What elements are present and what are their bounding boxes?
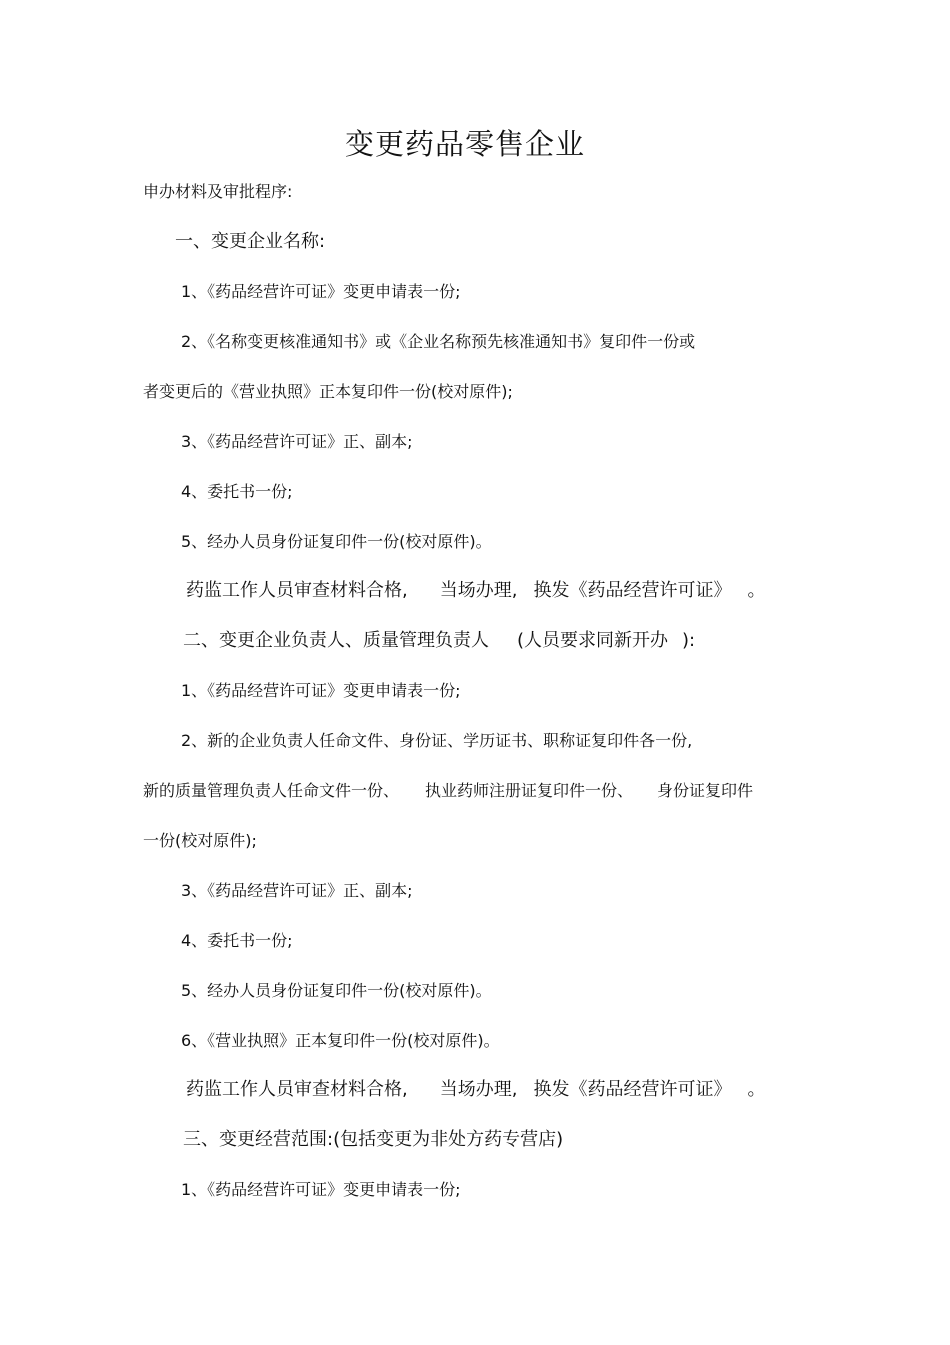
approval-text-a: 药监工作人员审查材料合格, <box>186 580 408 601</box>
section3-heading: 三、变更经营范围:(包括变更为非处方药专营店) <box>183 1129 564 1150</box>
section1-item-2-cont: 者变更后的《营业执照》正本复印件一份(校对原件); <box>143 382 513 401</box>
section1-item-3: 3、《药品经营许可证》正、副本; <box>181 432 413 451</box>
approval2-text-b: 当场办理, <box>439 1079 518 1100</box>
section2-item-2: 2、新的企业负责人任命文件、身份证、学历证书、职称证复印件各一份, <box>181 731 693 750</box>
section2-item-2-cont2: 一份(校对原件); <box>143 831 257 850</box>
approval-text-b: 当场办理, <box>439 580 518 601</box>
section2-wrap-a: 新的质量管理负责人任命文件一份、 <box>143 781 400 800</box>
approval2-text-d: 。 <box>747 1079 766 1100</box>
section2-item-2-cont <box>143 779 753 803</box>
approval2-text-c: 换发《药品经营许可证》 <box>533 1079 732 1100</box>
section1-approval <box>186 578 765 604</box>
section1-item-1: 1、《药品经营许可证》变更申请表一份; <box>181 282 461 301</box>
section3-item-1: 1、《药品经营许可证》变更申请表一份; <box>181 1180 461 1199</box>
approval-text-d: 。 <box>747 580 766 601</box>
section2-item-4: 4、委托书一份; <box>181 931 293 950</box>
section2-heading-c: ): <box>682 630 696 651</box>
section2-heading-b: (人员要求同新开办 <box>517 630 669 651</box>
section2-item-5: 5、经办人员身份证复印件一份(校对原件)。 <box>181 981 492 1000</box>
section2-wrap-b: 执业药师注册证复印件一份、 <box>425 781 634 800</box>
section2-approval <box>186 1077 765 1103</box>
section1-heading: 一、变更企业名称: <box>175 231 326 252</box>
section2-item-1: 1、《药品经营许可证》变更申请表一份; <box>181 681 461 700</box>
section1-item-5: 5、经办人员身份证复印件一份(校对原件)。 <box>181 532 492 551</box>
section2-heading-a: 二、变更企业负责人、质量管理负责人 <box>183 630 489 651</box>
approval2-text-a: 药监工作人员审查材料合格, <box>186 1079 408 1100</box>
section2-item-6: 6、《营业执照》正本复印件一份(校对原件)。 <box>181 1031 500 1050</box>
section1-item-4: 4、委托书一份; <box>181 482 293 501</box>
section2-wrap-c: 身份证复印件 <box>657 781 754 800</box>
document-title: 变更药品零售企业 <box>344 127 585 161</box>
section1-item-2: 2、《名称变更核准通知书》或《企业名称预先核准通知书》复印件一份或 <box>181 332 696 351</box>
section2-item-3: 3、《药品经营许可证》正、副本; <box>181 881 413 900</box>
section2-heading <box>183 628 695 654</box>
approval-text-c: 换发《药品经营许可证》 <box>533 580 732 601</box>
intro-text: 申办材料及审批程序: <box>143 182 293 201</box>
